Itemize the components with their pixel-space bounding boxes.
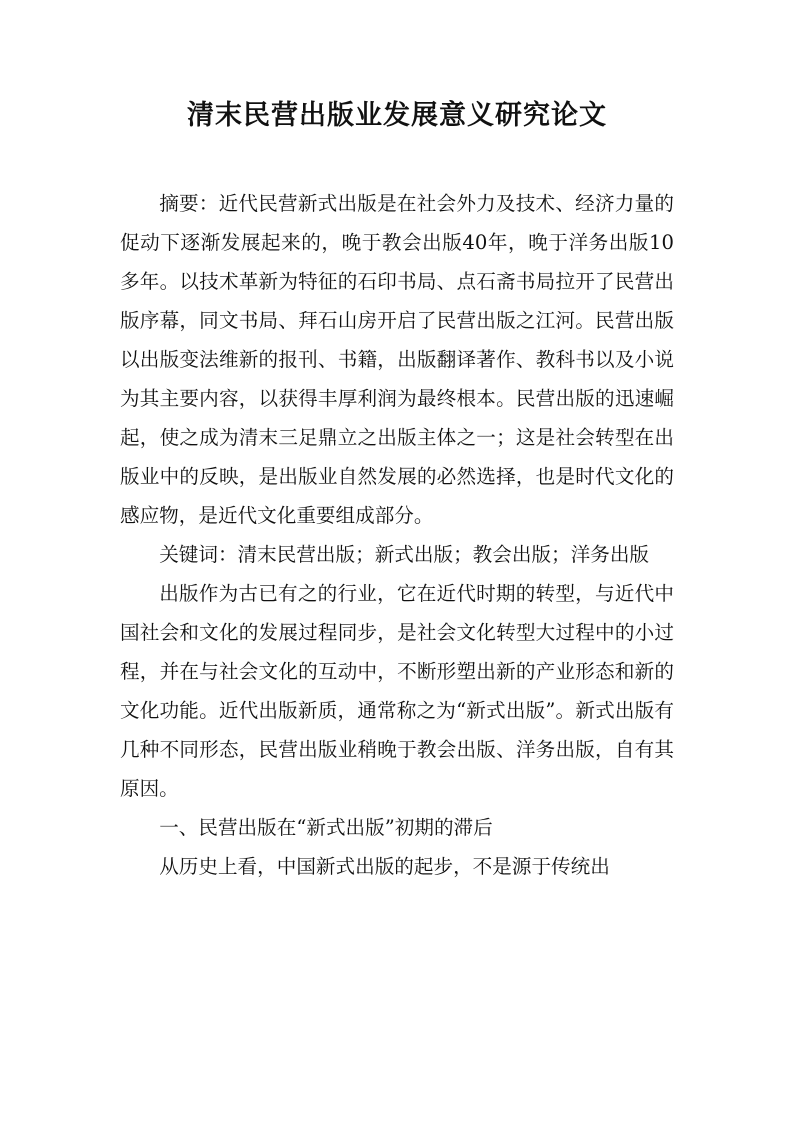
body-paragraph: 从历史上看，中国新式出版的起步，不是源于传统出 [159, 855, 610, 878]
keywords-paragraph: 关键词：清末民营出版；新式出版；教会出版；洋务出版 [159, 543, 650, 566]
section-heading: 一、民营出版在“新式出版”初期的滞后 [159, 816, 493, 839]
document-body [120, 184, 674, 886]
document-title: 清末民营出版业发展意义研究论文 [187, 100, 607, 131]
abstract-paragraph: 摘要：近代民营新式出版是在社会外力及技术、经济力量的促动下逐渐发展起来的，晚于教会出版40年，晚于洋务出版10多年。以技术革新为特征的石印书局、点石斋书局拉开了民营出版序幕，同文书局、拜石山房开启了民营出版之江河。民营出版以出版变法维新的报刊、书籍，出版翻译著作、教科书以及小说为其主要内容，以获得丰厚利润为最终根本。民营出版的迅速崛起，使之成为清末三足鼎立之出版主体之一；这是社会转型在出版业中的反映，是出版业自然发展的必然选择，也是时代文化的感应物，是近代文化重要组成部分。 [120, 192, 674, 527]
intro-paragraph: 出版作为古已有之的行业，它在近代时期的转型，与近代中国社会和文化的发展过程同步，是社会文化转型大过程中的小过程，并在与社会文化的互动中，不断形塑出新的产业形态和新的文化功能。近代出版新质，通常称之为“新式出版”。新式出版有几种不同形态，民营出版业稍晚于教会出版、洋务出版，自有其原因。 [120, 582, 674, 800]
